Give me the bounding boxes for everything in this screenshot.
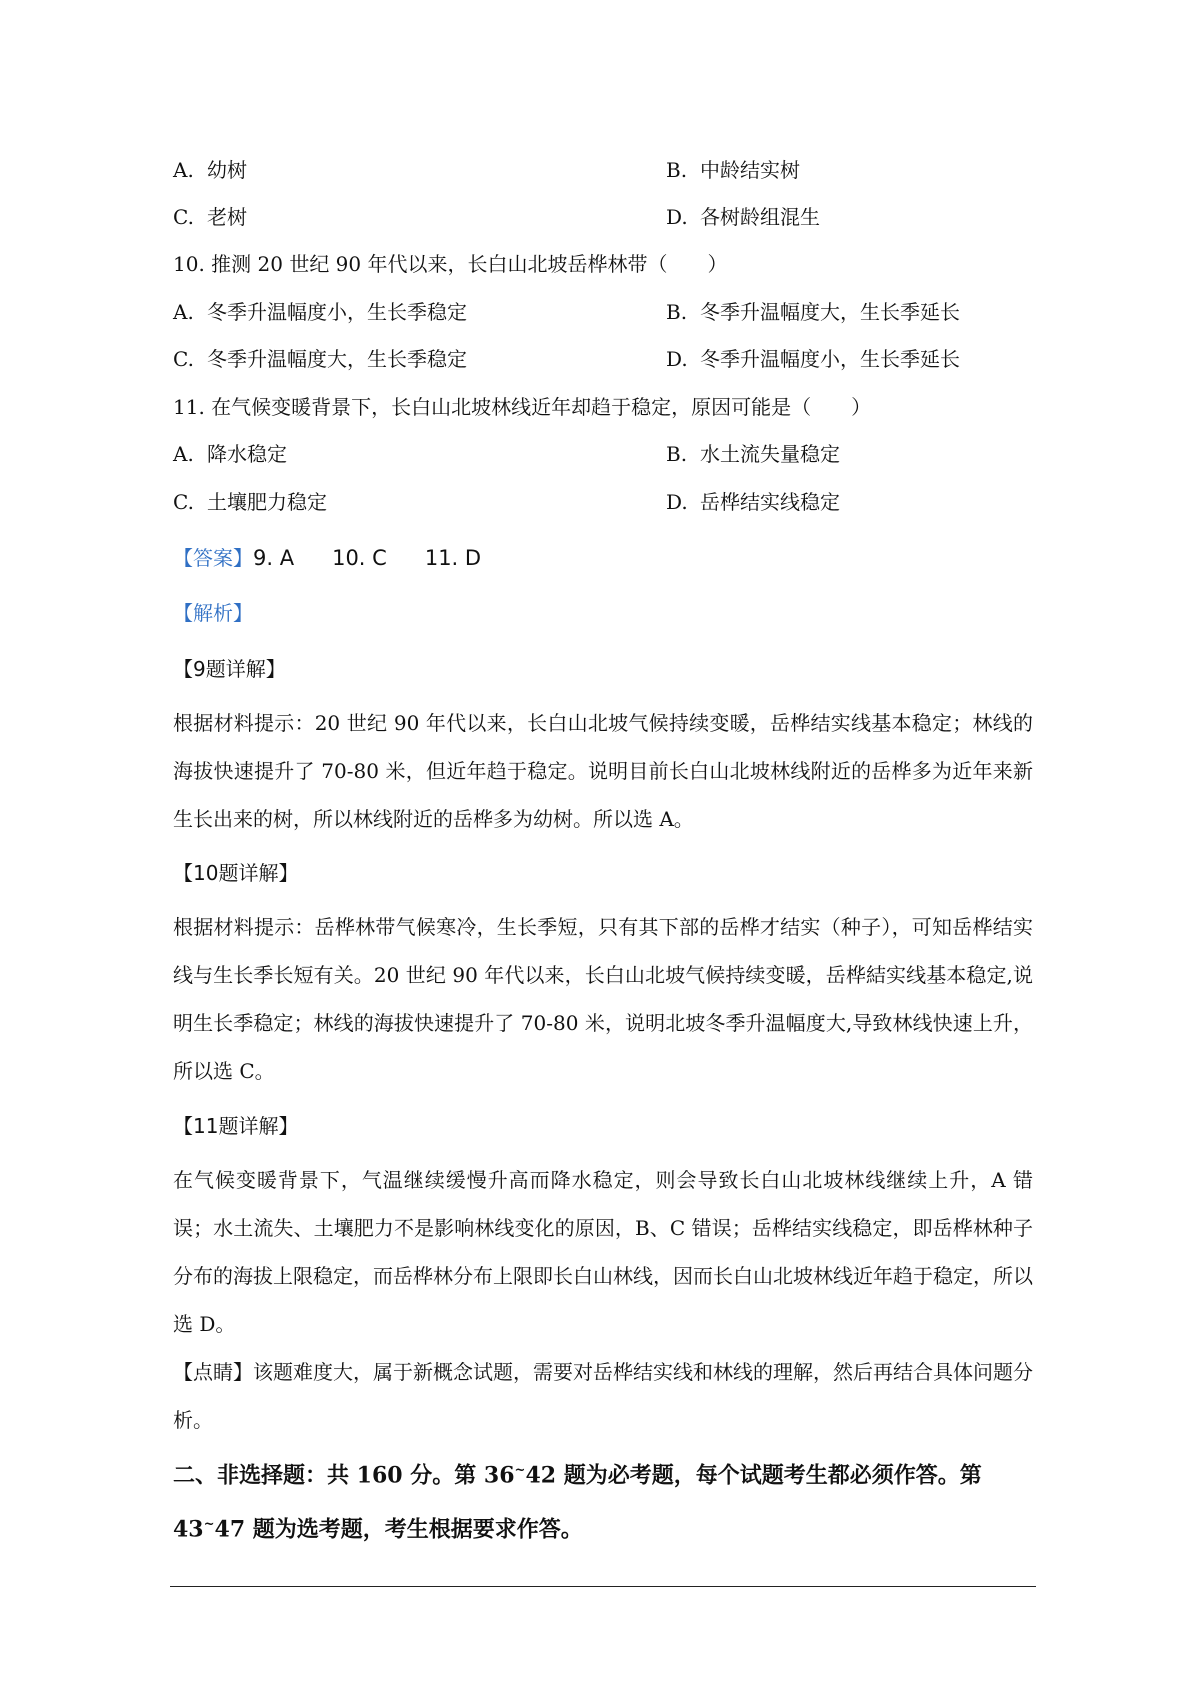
q11-option-c: C. 土壤肥力稳定 — [173, 490, 327, 514]
q11-option-b: B. 水土流失量稳定 — [666, 442, 840, 466]
detail10-heading: 【10题详解】 — [173, 861, 299, 885]
q11-stem: 11. 在气候变暖背景下，长白山北坡林线近年却趋于稳定，原因可能是（ ） — [173, 395, 872, 419]
q10-option-b: B. 冬季升温幅度大，生长季延长 — [666, 300, 960, 324]
tip-text: 【点睛】该题难度大，属于新概念试题，需要对岳桦结实线和林线的理解，然后再结合具体问题分析。 — [173, 1360, 1033, 1432]
analysis-tag: 【解析】 — [173, 601, 253, 625]
answer-line — [173, 543, 1033, 573]
detail9-heading: 【9题详解】 — [173, 657, 286, 681]
answer-tag: 【答案】 — [173, 546, 253, 570]
q10-option-d: D. 冬季升温幅度小，生长季延长 — [666, 347, 960, 371]
answer-item-11: 11. D — [424, 546, 482, 570]
q10-option-c: C. 冬季升温幅度大，生长季稳定 — [173, 347, 467, 371]
q10-option-a: A. 冬季升温幅度小，生长季稳定 — [173, 300, 467, 324]
answer-item-9: 9. A — [253, 546, 295, 570]
q9-option-c: C. 老树 — [173, 205, 247, 229]
detail9-text: 根据材料提示：20 世纪 90 年代以来，长白山北坡气候持续变暖，岳桦结实线基本稳定；林线的海拔快速提升了 70-80 米，但近年趋于稳定。说明目前长白山北坡林线附近的岳桦多为近年来新生长出来的树，所以林线附近的岳桦多为幼树。所以选 A。 — [173, 711, 1033, 831]
detail10-text: 根据材料提示：岳桦林带气候寒冷，生长季短，只有其下部的岳桦才结实（种子），可知岳桦结实线与生长季长短有关。20 世纪 90 年代以来，长白山北坡气候持续变暖，岳桦結实线基本稳定,说明生长季稳定；林线的海拔快速提升了 70-80 米，说明北坡冬季升温幅度大,导致林线快速上升，所以选 C。 — [173, 915, 1033, 1083]
q9-option-a: A. 幼树 — [173, 158, 247, 182]
section2-title: 二、非选择题：共 160 分。第 36~42 题为必考题，每个试题考生都必须作答。第 43~47 题为选考题，考生根据要求作答。 — [173, 1462, 982, 1543]
q11-option-a: A. 降水稳定 — [173, 442, 287, 466]
q11-option-d: D. 岳桦结实线稳定 — [666, 490, 840, 514]
q9-option-d: D. 各树龄组混生 — [666, 205, 820, 229]
q10-stem: 10. 推测 20 世纪 90 年代以来，长白山北坡岳桦林带（ ） — [173, 252, 728, 276]
q9-option-b: B. 中龄结实树 — [666, 158, 800, 182]
answer-item-10: 10. C — [332, 546, 387, 570]
footer-rule — [170, 1586, 1036, 1587]
detail11-heading: 【11题详解】 — [173, 1114, 299, 1138]
detail11-text: 在气候变暖背景下，气温继续缓慢升高而降水稳定，则会导致长白山北坡林线继续上升，A 错误；水土流失、土壤肥力不是影响林线变化的原因，B、C 错误；岳桦结实线稳定，即岳桦林种子分布的海拔上限稳定，而岳桦林分布上限即长白山林线，因而长白山北坡林线近年趋于稳定，所以选 D。 — [173, 1168, 1033, 1336]
